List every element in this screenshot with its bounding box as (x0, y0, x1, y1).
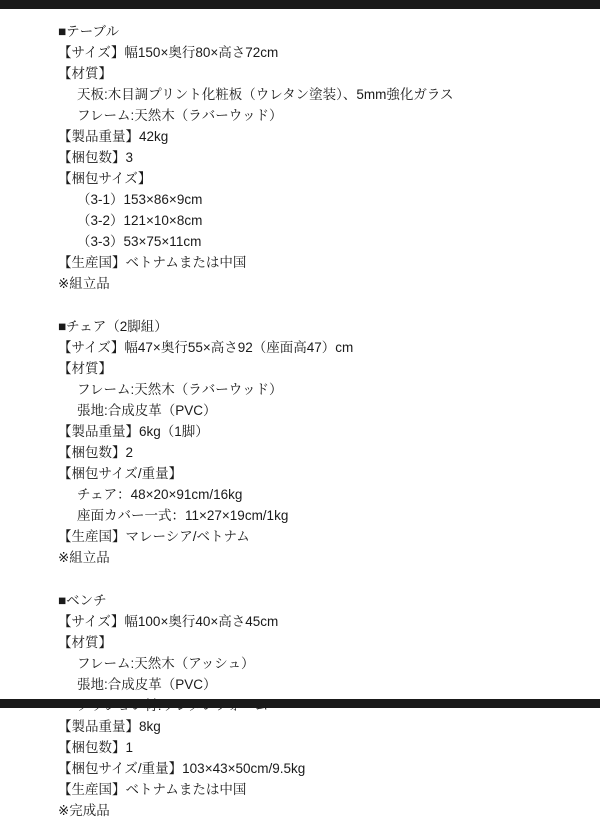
spec-line: 【サイズ】幅47×奥行55×高さ92（座面高47）cm (58, 340, 354, 355)
spec-line: （3-2）121×10×8cm (77, 213, 203, 228)
spec-line: 【梱包サイズ】 (58, 171, 152, 186)
bottom-rule-bar (0, 699, 600, 708)
spec-block-chair (58, 316, 580, 568)
spec-line: 【製品重量】6kg（1脚） (58, 424, 209, 439)
spec-line: 【サイズ】幅150×奥行80×高さ72cm (58, 45, 279, 60)
spec-line: ※組立品 (58, 276, 110, 291)
top-rule-bar (0, 0, 600, 9)
spec-line: （3-1）153×86×9cm (77, 192, 203, 207)
spec-line: 天板:木目調プリント化粧板（ウレタン塗装）、5mm強化ガラス (77, 87, 454, 102)
spec-content (0, 9, 600, 818)
spec-line: フレーム:天然木（アッシュ） (77, 656, 255, 671)
spec-line: 【生産国】ベトナムまたは中国 (58, 255, 247, 270)
spec-block-title: ■ベンチ (58, 593, 107, 608)
spec-line: 【梱包サイズ/重量】103×43×50cm/9.5kg (58, 761, 306, 776)
spec-line: チェア：48×20×91cm/16kg (77, 487, 243, 502)
spec-line: 【梱包数】2 (58, 445, 134, 460)
spec-block-table (58, 21, 580, 294)
spec-line: フレーム:天然木（ラバーウッド） (77, 108, 283, 123)
spec-line: ※完成品 (58, 803, 110, 818)
spec-line: 【サイズ】幅100×奥行40×高さ45cm (58, 614, 279, 629)
spec-line: 【材質】 (58, 66, 112, 81)
spec-block-title: ■テーブル (58, 24, 119, 39)
spec-block-title: ■チェア（2脚組） (58, 319, 168, 334)
spec-line: 【製品重量】8kg (58, 719, 161, 734)
spec-line: 座面カバー一式：11×27×19cm/1kg (77, 508, 289, 523)
spec-line: ※組立品 (58, 550, 110, 565)
spec-line: 【梱包数】1 (58, 740, 134, 755)
spec-line: 【生産国】マレーシア/ベトナム (58, 529, 250, 544)
spec-line: 張地:合成皮革（PVC） (77, 677, 217, 692)
spec-line: 【材質】 (58, 635, 112, 650)
spec-line: 【梱包サイズ/重量】 (58, 466, 183, 481)
spec-line: 【生産国】ベトナムまたは中国 (58, 782, 247, 797)
spec-line: （3-3）53×75×11cm (77, 234, 202, 249)
spec-line: 【製品重量】42kg (58, 129, 169, 144)
spec-line: 【材質】 (58, 361, 112, 376)
spec-line: フレーム:天然木（ラバーウッド） (77, 382, 283, 397)
spec-line: 張地:合成皮革（PVC） (77, 403, 217, 418)
spec-line: 【梱包数】3 (58, 150, 134, 165)
